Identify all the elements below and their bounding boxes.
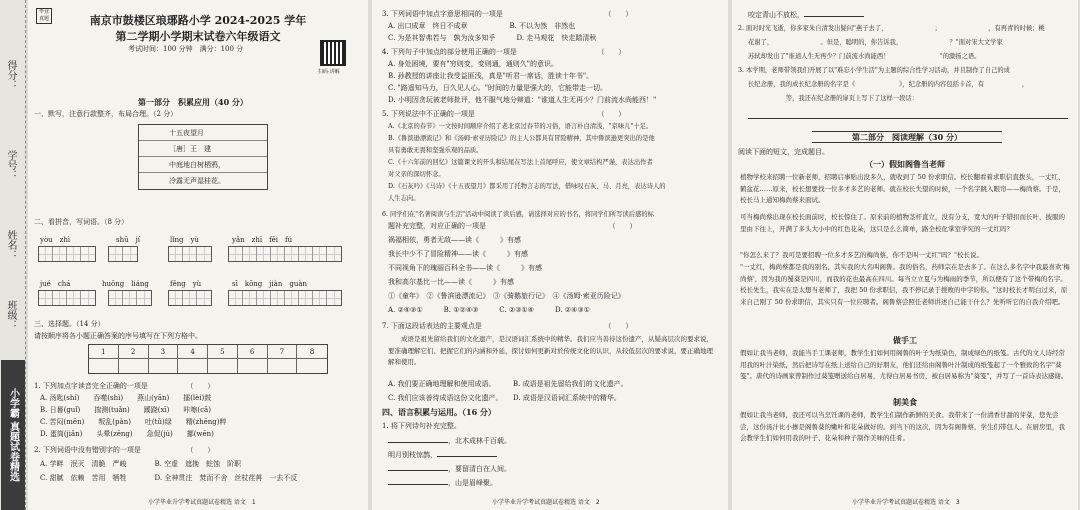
answer-cell[interactable] — [268, 359, 298, 373]
name-label: 姓名： — [5, 230, 16, 260]
poem-line: 咬定青山不放松， — [748, 10, 864, 20]
answer-blank[interactable] — [804, 10, 864, 17]
poem-line: ，北木成林千百载。 — [388, 436, 511, 446]
copy-box — [138, 124, 268, 190]
answer-cell: 7 — [268, 345, 298, 359]
q1-text: 一、默写，注意行款整齐，布局合理。（2 分） — [34, 110, 178, 118]
option: C. "路遥知马力，日久见人心。"时间的力量是强大的，它能带走一切。 — [388, 84, 607, 92]
page-footer: 小学毕业升学考试真题试卷精选 语文 3 — [852, 499, 960, 506]
option: A. 汤匙(shí) 吞噬(shì) 燕山(yān) 擂(lèi)鼓 — [40, 394, 212, 402]
q2-text: 二、看拼音，写词语。（8 分） — [34, 218, 129, 226]
answer-cell: 4 — [178, 345, 208, 359]
option: A. 身处困境，要有"穷则变，变则通，通则久"的意识。 — [388, 60, 558, 68]
page-footer: 小学毕业升学考试真题试卷精选 语文 1 — [148, 499, 256, 506]
q4: 4. 下列句子中加点的部分使用正确的一项是 （ ） — [382, 48, 626, 56]
option: D.《石灰吟》《马诗》《十五夜望月》都采用了托物言志的写法，借咏叹石灰、马、月亮，表达诗人的 — [388, 183, 666, 190]
q3-2: 2. 下列词语中没有错别字的一项是 （ ） — [34, 446, 215, 454]
option: C. 甜腻 依赖 苦用 牺牲 D. 全神贯注 焚而不舍 丝杖荏苒 一去不反 — [40, 474, 298, 482]
pinyin: jué chá — [40, 280, 71, 288]
writing-grid[interactable] — [38, 246, 96, 262]
answer-cell: 6 — [238, 345, 268, 359]
q6-line: 祸福相依，勇者无敌——读《 》有感 — [388, 236, 521, 244]
page-3 — [732, 0, 1078, 510]
passage-paragraph: "一丈红，梅尚蔡都是我的别名，其实我的大名叫阁鲁。我的俗名，药师宗在是去多了。在这么多名字中我最喜欢'梅尚蔡'，因为我的蜀葵是四川，而我的花也最高在四川。每当立立夏与为梅雨的季节，所以便有了这个带梅的名字。校长先生，我实在是太想当老师了，我把 50 份求职信，我不停记录于挫败的中字的你。"这时校长才明白过来，原来自己刚了 50 份求职信，其实只有一位应聘者。阁鲁蔡尝照任老师讲述自己能干什么？先听听它的自我介绍吧。 — [740, 263, 1070, 306]
badge: 毕业真题 — [36, 8, 52, 24]
student-id-label: 学号： — [5, 150, 16, 180]
exam-title-line2: 第二学期小学期末试卷六年级语文 — [115, 30, 281, 43]
pinyin: sī kōng jiàn guàn — [232, 280, 308, 288]
q2-line: 花谢了， 。但是，聪明的，你告诉我， ？"面对宋大文学家 — [748, 39, 1003, 46]
option: A. 学畔 泯灭 清脆 严峻 B. 空虚 遮挽 蛀蚀 阶职 — [40, 460, 242, 468]
option: A. 我们要正确地理解和使用成语。 B. 成语是祖先留给我们的文化遗产。 — [388, 380, 628, 388]
qr-caption: 扫码·讲解 — [318, 69, 340, 75]
option: 具有勇敢无畏和坚强乐观的品质。 — [388, 147, 483, 154]
q3-line: 等，我还在纪念册的扉页上写下了这样一段话： — [748, 95, 966, 102]
passage-paragraph: 植物学校来招聘一位新老师，招聘启事贴出没多久，就收到了 50 份求职信。校长翻看着求职信直拨头，一丈红、鹤盆花……原来，校长想要找一位多才多艺的老师。就在校长失望的时候，一个名字跳入眼帘——梅尚蔡。于是，校长马上通知梅尚蔡来面试。 — [740, 173, 1065, 204]
q6-line: 我长中少不了冒险精神——读《 》有感 — [388, 250, 528, 258]
q6-cont: 题补充完整，对应正确的一项是 （ ） — [388, 222, 637, 230]
q3-text: 三、选择题。（14 分） — [34, 320, 105, 328]
answer-line[interactable] — [748, 110, 1068, 119]
option: C.《十六年前的回忆》这篇课文的开头和结尾在写法上首尾呼应，使文章结构严谨，表达出作者 — [388, 159, 653, 166]
brand-logo: 小学霸 真题试卷精选 — [1, 360, 25, 510]
page-1 — [28, 0, 368, 510]
qr-code-icon — [320, 40, 346, 66]
passage-paragraph: 假如让我当老师，我能当手工课老师，教学生们如何用阁鲁的叶子为纸染色，制成绿色的纸笺。古代的文人诗经常用我的叶汁染纸，然后把诗写在纸上送给自己的好朋友，他们还给由阁鲁叶汁制成的纸笺起了一个雅致的名字"葵笺"。唐代的诗画家曾制作过葵笺赠送给白居易，尤得白居易书房，被白居易称为"葵笺"，并写了一首诗表达感谢。 — [740, 349, 1068, 380]
passage-paragraph: 可当梅尚蔡出现在校长面前时，校长惊住了。原来前的植物茎杆直立，没有分支，宽大的叶子错扣而长叶，披服的里由下往上，开满了多头大小中的红色花朵，这只是么么简单，路全校化掌室学究的一丈红吗？ — [740, 213, 1065, 233]
pinyin: huǒng liáng — [102, 280, 149, 288]
option: A.《北京的春节》一文按时间顺序介绍了老北京过春节的习俗，语言朴白清浅，"京味儿"十足。 — [388, 123, 653, 130]
writing-grid[interactable] — [108, 246, 138, 262]
option: 人生志向。 — [388, 195, 420, 202]
option: C. 为是其智弗若与 孰为汝多知乎 D. 走马观花 快走踏清秋 — [388, 34, 597, 42]
poem-line: ，山是眉峰聚。 — [388, 478, 497, 488]
answer-cell: 2 — [119, 345, 149, 359]
answer-blank[interactable] — [388, 464, 448, 471]
answer-cell[interactable] — [297, 359, 327, 373]
q3-line: 长纪念册，我的成长纪念册的名字是《 》，纪念册的内容包括卡首，有 ， — [748, 81, 1029, 88]
answer-cell[interactable] — [238, 359, 268, 373]
option: A. 出口成章 终日不成章 B. 不以为然 非然也 — [388, 22, 576, 30]
option: B. 孙教授的讲座让我受益匪浅，真是"听君一席话，胜读十年书"。 — [388, 72, 594, 80]
poem-line: ，要留清白在人间。 — [388, 464, 511, 474]
page-2 — [372, 0, 728, 510]
reading-intro: 阅读下面的短文，完成题目。 — [738, 148, 829, 156]
part2-heading: 第二部分 阅读理解（30 分） — [812, 131, 1002, 143]
writing-grid[interactable] — [228, 290, 342, 306]
pinyin: fěng yù — [170, 280, 202, 288]
pinyin: yǎn zhī fěi fú — [232, 236, 293, 244]
answer-cell[interactable] — [89, 359, 119, 373]
score-label: 得分： — [5, 60, 16, 90]
exam-meta: 考试时间：100 分钟 满分：100 分 — [128, 45, 244, 53]
option: 对父亲的深切怀念。 — [388, 171, 445, 178]
q7: 7. 下面这段话表达的主要观点是 （ ） — [382, 322, 633, 330]
writing-grid[interactable] — [168, 246, 212, 262]
q6-answers: A. ②④③① B. ①②④③ C. ②③①④ D. ②④③① — [388, 306, 590, 314]
option: C. 我们应该善待成语这份文化遗产。 D. 成语是汉语词汇系统中的精华。 — [388, 394, 621, 402]
writing-grid[interactable] — [38, 290, 96, 306]
option: C. 苦闷(mēn) 叛乱(pàn) 吐(tǔ)绿 精(zhēng)粹 — [40, 418, 227, 426]
q2-line: 苏轼却发出了"谁道人生无再少？门前流水尚能西！ "的激扬之语。 — [748, 53, 981, 60]
s4-q1: 1. 将下列诗句补充完整。 — [382, 422, 461, 430]
q3-1: 1. 下列加点字读音完全正确的一项是 （ ） — [34, 382, 215, 390]
option: B.《鲁滨逊漂流记》和《汤姆·索亚历险记》的主人公都具有冒险精神，其中鲁滨逊更突出的是他 — [388, 135, 655, 142]
q2-line: 2. 面对时光飞逝，你多家朱自清发出疑问"燕子去了， ； ，有再青的时候；桃 — [738, 25, 1045, 32]
answer-cell: 5 — [208, 345, 238, 359]
answer-cell[interactable] — [208, 359, 238, 373]
q7-passage: 成语是祖先留给我们的文化遗产，是汉语词汇系统中的精华。我们应当善待这份遗产，从疑高层次的要求说，要准确理解它们、把握它们的内涵和外延，探讨如何更新对於传统文化的认识，从较低层次的要求说，要正确地理解和使用。 — [388, 335, 713, 366]
answer-blank[interactable] — [388, 436, 448, 443]
q5: 5. 下列说法中不正确的一项是 （ ） — [382, 110, 626, 118]
answer-blank[interactable] — [388, 478, 448, 485]
q3-line: 3. 本学期，老师带领我们开展了以"难忘小学生活"为主题的综合性学习活动，并且制作了自己的成 — [738, 67, 1010, 74]
answer-blank[interactable] — [437, 450, 497, 457]
pinyin: shū jí — [116, 236, 141, 244]
q6: 6. 同学们在"名著阅读与生活"活动中阅读了读后感，请选择对应的书名，将同学们所写读后感的标 — [382, 211, 654, 218]
answer-cell[interactable] — [119, 359, 149, 373]
writing-grid[interactable] — [168, 290, 212, 306]
copy-line: 冷露无声湿桂花。 — [169, 177, 225, 185]
copy-line: 中庭地白树栖鸦， — [139, 157, 267, 173]
poem-line: 明月别枝惊鹊， — [388, 450, 497, 460]
subheading-food: 制美食 — [893, 397, 917, 407]
pinyin: yòu zhì — [40, 236, 71, 244]
part1-heading: 第一部分 积累应用（40 分） — [138, 97, 248, 107]
passage-paragraph: 假如让我当老师，我还可以当烹饪课的老师，教学生们制作新鲜的美食。我带来了一份清香甘甜的芽菜，您先尝尝，这份汤汁比小掺是阁鲁葵的嫩叶和花朵做好的。到当下的这次，因为有阁鲁蔡，学生们带包人。在厨房里，我会教学生们如何用我的叶子、花朵和种子制作美味的佳肴。 — [740, 411, 1065, 442]
answer-cell: 1 — [89, 345, 119, 359]
pinyin: lǐng yù — [170, 236, 199, 244]
option: B. 日晷(guǐ) 揣测(tuǎn) 蹊跷(xī) 咔嚓(cǎ) — [40, 406, 211, 414]
q6-line: 我和高尔基比一比——读《 》有感 — [388, 278, 514, 286]
subheading-handcraft: 做手工 — [893, 335, 917, 345]
class-label: 班级： — [5, 300, 16, 330]
passage-title: （一）假如阁鲁当老师 — [865, 159, 945, 169]
q3-note: 请按顺序将各小题正确答案的序号填写在下列方格中。 — [34, 332, 202, 340]
exam-title-line1: 南京市鼓楼区琅琊路小学 2024-2025 学年 — [89, 14, 307, 27]
q6-line: 不同视角下的瑰丽百科全书——读《 》有感 — [388, 264, 542, 272]
answer-grid[interactable] — [88, 344, 328, 374]
q3: 3. 下列词语中加点字意思相同的一项是 （ ） — [382, 10, 633, 18]
section4-heading: 四、语言积累与运用。（16 分） — [382, 407, 496, 417]
copy-line: 十五夜望月 — [139, 125, 267, 141]
binding-margin — [0, 0, 26, 510]
copy-line: ［唐］王 建 — [139, 141, 267, 157]
answer-cell[interactable] — [178, 359, 208, 373]
writing-grid[interactable] — [228, 246, 342, 262]
option: D. 蛋筒(jiǎn) 头晕(zēng) 急促(jú) 挪(wēn) — [40, 430, 214, 438]
writing-grid[interactable] — [108, 290, 152, 306]
option: D. 小明因贪玩被老师批评，他不服气地分辩道："谁道人生无再少？门前流水尚能西！" — [388, 96, 657, 104]
answer-cell[interactable] — [149, 359, 179, 373]
answer-cell: 8 — [297, 345, 327, 359]
q6-options: ①《童年》 ②《鲁滨逊漂流记》 ③《骑鹅旅行记》 ④《汤姆·索亚历险记》 — [388, 292, 625, 300]
page-footer: 小学毕业升学考试真题试卷精选 语文 2 — [492, 499, 600, 506]
passage-paragraph: "你怎么来了？我可是要招聘一位多才多艺的梅尚蔡，你不是叫一丈红"吗？"校长说。 — [740, 251, 983, 259]
answer-cell: 3 — [149, 345, 179, 359]
